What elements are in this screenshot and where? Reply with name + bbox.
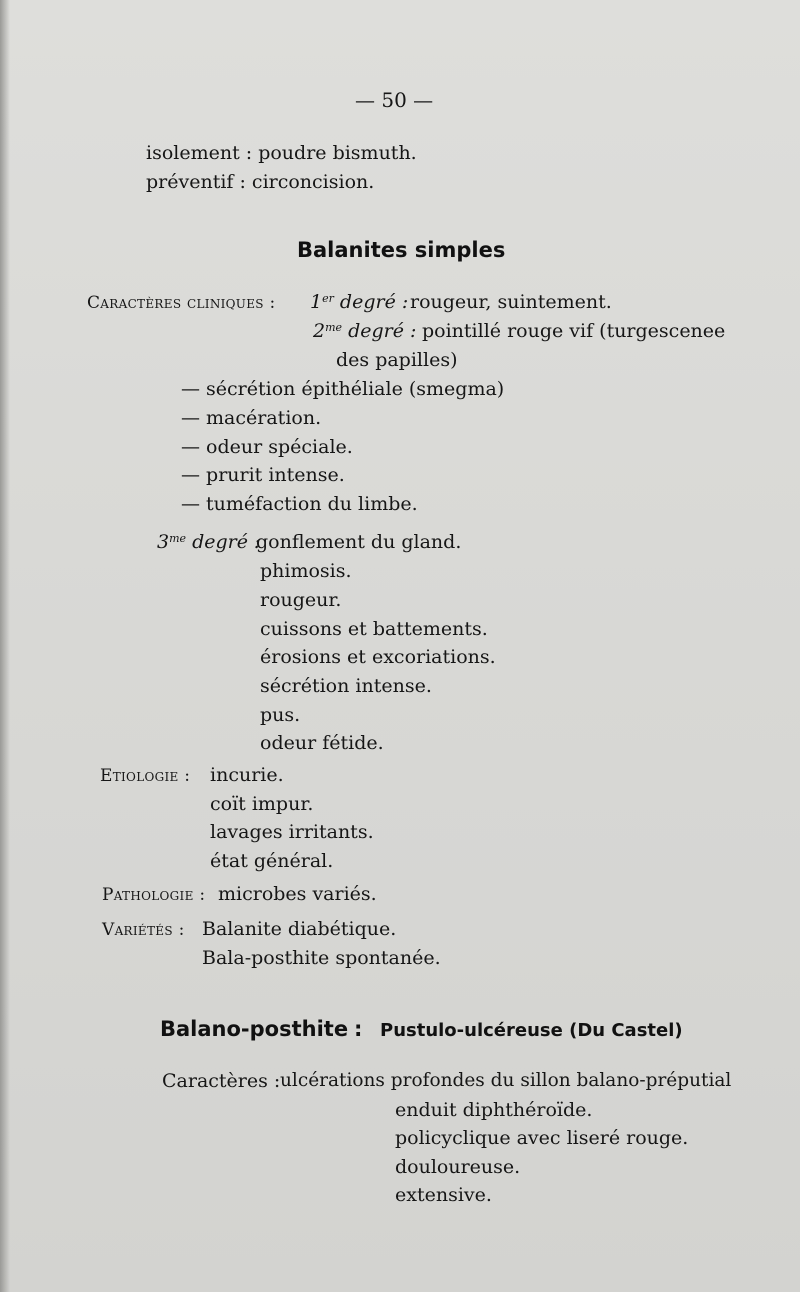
list-item: — macération.: [181, 407, 322, 429]
list-item: douloureuse.: [395, 1156, 521, 1178]
list-item: — sécrétion épithéliale (smegma): [181, 378, 505, 400]
text-line-isolement: isolement : poudre bismuth.: [146, 142, 417, 164]
degree2-text: pointillé rouge vif (turgescenee: [422, 320, 726, 342]
list-item: état général.: [210, 850, 334, 872]
text-line-preventif: préventif : circoncision.: [146, 171, 375, 193]
degree2-continuation: des papilles): [336, 349, 458, 371]
list-item: rougeur.: [260, 589, 342, 611]
list-item: — odeur spéciale.: [181, 436, 353, 458]
list-item: phimosis.: [260, 560, 352, 582]
etiology-label: Etiologie :: [100, 766, 191, 786]
characters-label: Caractères :: [162, 1070, 281, 1092]
section-title-balano-posthite: Balano-posthite: [160, 1017, 349, 1041]
list-item: cuissons et battements.: [260, 618, 488, 640]
degree3-first: gonflement du gland.: [256, 531, 462, 553]
degree3-label: $3^{me}$ degré :: [157, 531, 261, 553]
list-item: — tuméfaction du limbe.: [181, 493, 418, 515]
pathology-text: microbes variés.: [218, 883, 377, 905]
degree1-label: 1er degré :: [310, 291, 409, 313]
list-item: incurie.: [210, 764, 284, 786]
list-item: policyclique avec liseré rouge.: [395, 1127, 689, 1149]
list-item: extensive.: [395, 1184, 492, 1206]
list-item: enduit diphthéroïde.: [395, 1099, 593, 1121]
varieties-label: Variétés :: [102, 920, 185, 940]
list-item: — prurit intense.: [181, 464, 345, 486]
clinical-characters-label: Caractères cliniques :: [87, 293, 276, 313]
page-number: — 50 —: [355, 88, 434, 112]
page-edge-shadow: [0, 0, 10, 1292]
list-item: Bala-posthite spontanée.: [202, 947, 441, 969]
characters-first: ulcérations profondes du sillon balano-préputial: [280, 1070, 732, 1091]
list-item: pus.: [260, 704, 301, 726]
list-item: odeur fétide.: [260, 732, 384, 754]
section-title-balanites-simples: Balanites simples: [297, 238, 506, 262]
section-title-separator: :: [354, 1017, 363, 1041]
list-item: érosions et excoriations.: [260, 646, 496, 668]
pathology-label: Pathologie :: [102, 885, 206, 905]
degree2-label: $2^{me}$ degré :: [313, 320, 417, 342]
list-item: lavages irritants.: [210, 821, 374, 843]
degree1-text: rougeur, suintement.: [410, 291, 612, 313]
section-subtitle: Pustulo-ulcéreuse (Du Castel): [380, 1020, 683, 1041]
list-item: Balanite diabétique.: [202, 918, 397, 940]
list-item: coït impur.: [210, 793, 314, 815]
list-item: sécrétion intense.: [260, 675, 432, 697]
